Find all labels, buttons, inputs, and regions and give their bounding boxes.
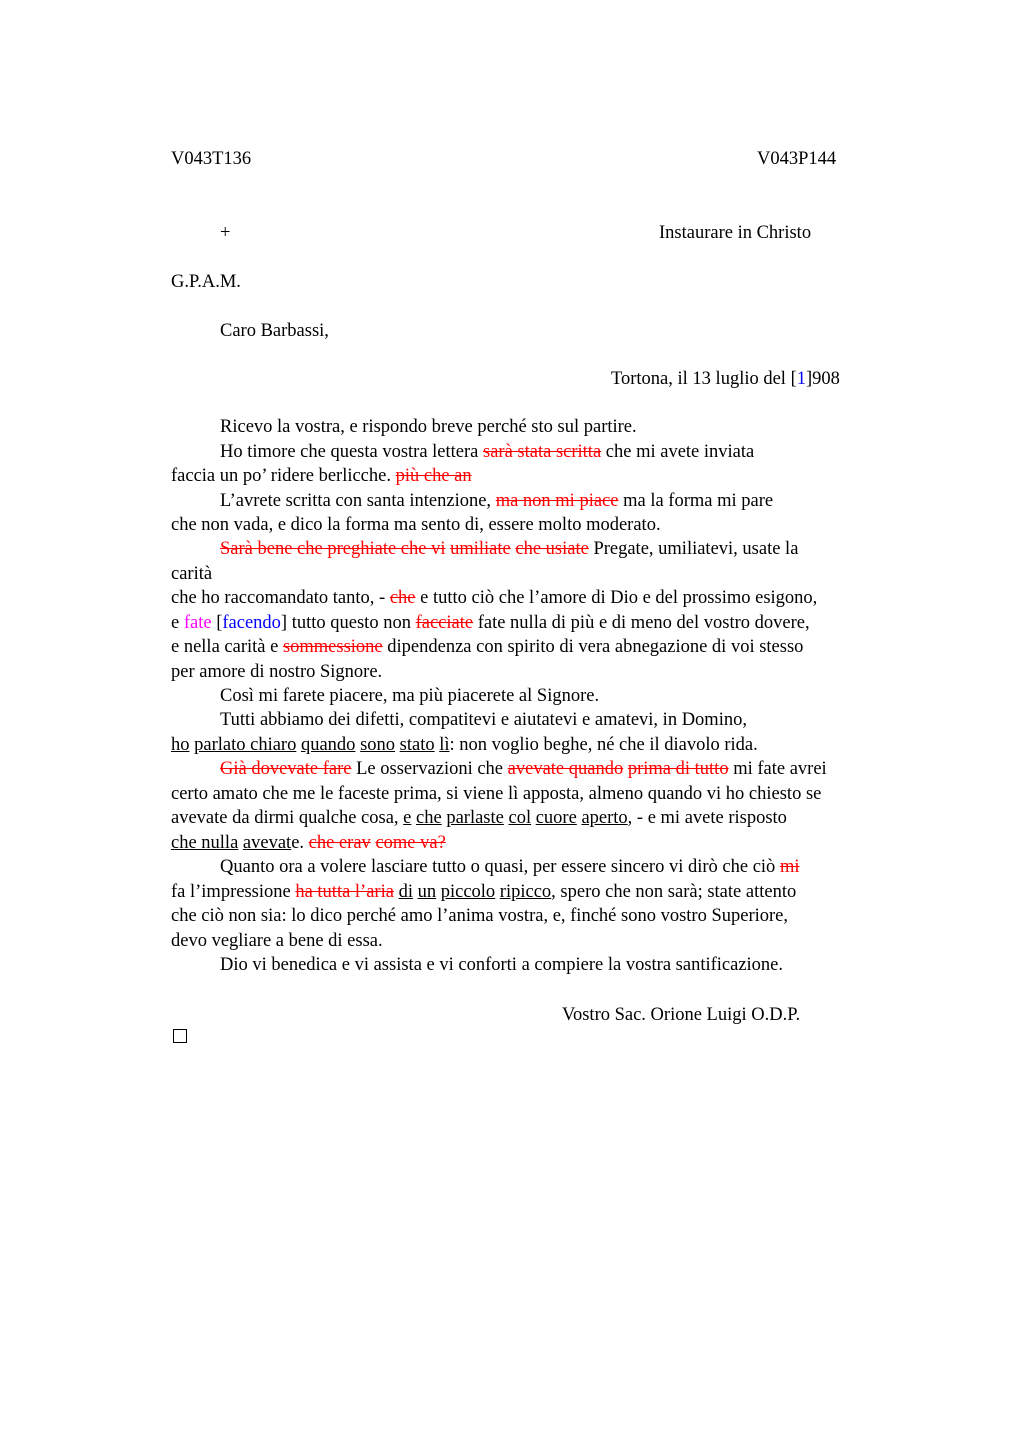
date-prefix: Tortona, il 13 luglio del	[611, 369, 791, 389]
text-segment: Quanto ora a volere lasciare tutto o quasi, per essere sincero vi dirò che ciò	[220, 857, 780, 877]
letter-line	[171, 614, 810, 633]
deleted-text: prima di tutto	[627, 759, 729, 779]
underlined-text: quando	[300, 735, 356, 755]
text-segment: L’avrete scritta con santa intenzione,	[220, 491, 496, 511]
letter-line: devo vegliare a bene di essa.	[171, 931, 383, 951]
deleted-text: umiliate	[450, 539, 511, 559]
date-line	[611, 369, 840, 390]
bracket: [	[216, 613, 223, 633]
salutation: Caro Barbassi,	[220, 321, 329, 341]
text-segment: , - e mi avete risposto	[627, 808, 787, 828]
underlined-text: parlaste	[446, 808, 504, 828]
letter-line: Dio vi benedica e vi assista e vi conforti a compiere la vostra santificazione.	[220, 955, 784, 975]
text-segment: , spero che non sarà; state attento	[551, 882, 797, 902]
letter-line	[171, 589, 817, 608]
underlined-text: lì	[439, 735, 450, 755]
motto: Instaurare in Christo	[659, 223, 812, 243]
underlined-text: aperto	[581, 808, 628, 828]
deleted-text: avevate quando	[507, 759, 624, 779]
letter-line: Tutti abbiamo dei difetti, compatitevi e aiutatevi e amatevi, in Domino,	[220, 710, 747, 730]
square-icon	[173, 1029, 187, 1043]
underlined-text: stato	[399, 735, 435, 755]
letter-line: certo amato che me le faceste prima, si viene lì apposta, almeno quando vi ho chiesto se	[171, 784, 822, 804]
date-suffix: 908	[812, 369, 840, 389]
document-code-right: V043P144	[757, 149, 837, 169]
letter-line: Così mi farete piacere, ma più piacerete al Signore.	[220, 686, 600, 706]
letter-line: che non vada, e dico la forma ma sento di, essere molto moderato.	[171, 515, 661, 535]
underlined-text: ho	[171, 735, 190, 755]
underlined-text: col	[508, 808, 532, 828]
letter-line	[171, 467, 472, 486]
text-segment: che mi avete inviata	[601, 442, 755, 462]
underlined-text: avevat	[242, 833, 292, 853]
letter-line: per amore di nostro Signore.	[171, 662, 383, 682]
text-segment: Pregate, umiliatevi, usate la	[588, 539, 799, 559]
text-segment: : non voglio beghe, né che il diavolo rida.	[449, 735, 758, 755]
underlined-text: che nulla	[171, 833, 239, 853]
document-code-left: V043T136	[171, 149, 252, 169]
text-segment: e.	[291, 833, 309, 853]
letter-line	[220, 443, 754, 462]
text-segment: dipendenza con spirito di vera abnegazione di voi stesso	[382, 637, 804, 657]
underlined-text: un	[417, 882, 437, 902]
underlined-text: ripicco	[499, 882, 552, 902]
text-segment: Ho timore che questa vostra lettera	[220, 442, 484, 462]
deleted-text: sarà stata scritta	[483, 442, 602, 462]
underlined-text: che	[416, 808, 442, 828]
underlined-text: e	[403, 808, 412, 828]
text-segment: mi fate avrei	[728, 759, 827, 779]
date-bracket: [	[790, 369, 797, 389]
deleted-text: Sarà bene che preghiate che vi	[220, 539, 446, 559]
text-segment: ma la forma mi pare	[618, 491, 774, 511]
letter-line	[220, 540, 798, 559]
bracket: ]	[280, 613, 288, 633]
deleted-text: che usiate	[515, 539, 589, 559]
text-segment: e	[171, 613, 184, 633]
underlined-text: cuore	[535, 808, 577, 828]
text-segment: e nella carità e	[171, 637, 283, 657]
underlined-text: piccolo	[440, 882, 496, 902]
deleted-text: ma non mi piace	[495, 491, 619, 511]
deleted-text: sommessione	[282, 637, 383, 657]
gpam-heading: G.P.A.M.	[171, 272, 241, 292]
text-segment: che ho raccomandato tanto, -	[171, 588, 390, 608]
underlined-text: di	[398, 882, 413, 902]
letter-line: Ricevo la vostra, e rispondo breve perché sto sul partire.	[220, 417, 637, 437]
letter-line: che ciò non sia: lo dico perché amo l’anima vostra, e, finché sono vostro Superiore,	[171, 906, 788, 926]
alternative-text: fate	[183, 613, 212, 633]
text-segment: faccia un po’ ridere berlicche.	[171, 466, 396, 486]
text-segment: e tutto ciò che l’amore di Dio e del prossimo esigono,	[415, 588, 818, 608]
letter-line	[171, 883, 796, 902]
letter-line	[220, 858, 799, 877]
underlined-text: sono	[360, 735, 396, 755]
deleted-text: Già dovevate fare	[220, 759, 352, 779]
deleted-text: facciate	[415, 613, 474, 633]
text-segment: tutto questo non	[287, 613, 416, 633]
date-bracket: ]	[806, 369, 813, 389]
deleted-text: mi	[779, 857, 800, 877]
letter-line	[220, 492, 773, 511]
letter-line	[171, 834, 446, 853]
date-inserted-digit: 1	[796, 369, 806, 389]
text-segment: Le osservazioni che	[351, 759, 508, 779]
deleted-text: che	[389, 588, 416, 608]
deleted-text: come va?	[375, 833, 446, 853]
letter-line: carità	[171, 564, 213, 584]
inserted-text: facendo	[222, 613, 281, 633]
deleted-text: che erav	[308, 833, 371, 853]
text-segment: fate nulla di più e di meno del vostro dovere,	[473, 613, 810, 633]
signature: Vostro Sac. Orione Luigi O.D.P.	[562, 1005, 801, 1025]
letter-line	[171, 736, 758, 755]
deleted-text: ha tutta l’aria	[295, 882, 394, 902]
letter-line	[171, 638, 803, 657]
text-segment: fa l’impressione	[171, 882, 296, 902]
letter-line	[220, 760, 827, 779]
deleted-text: più che an	[395, 466, 472, 486]
letter-line	[171, 809, 787, 828]
underlined-text: parlato chiaro	[194, 735, 297, 755]
text-segment: avevate da dirmi qualche cosa,	[171, 808, 404, 828]
cross-symbol: +	[220, 223, 231, 243]
